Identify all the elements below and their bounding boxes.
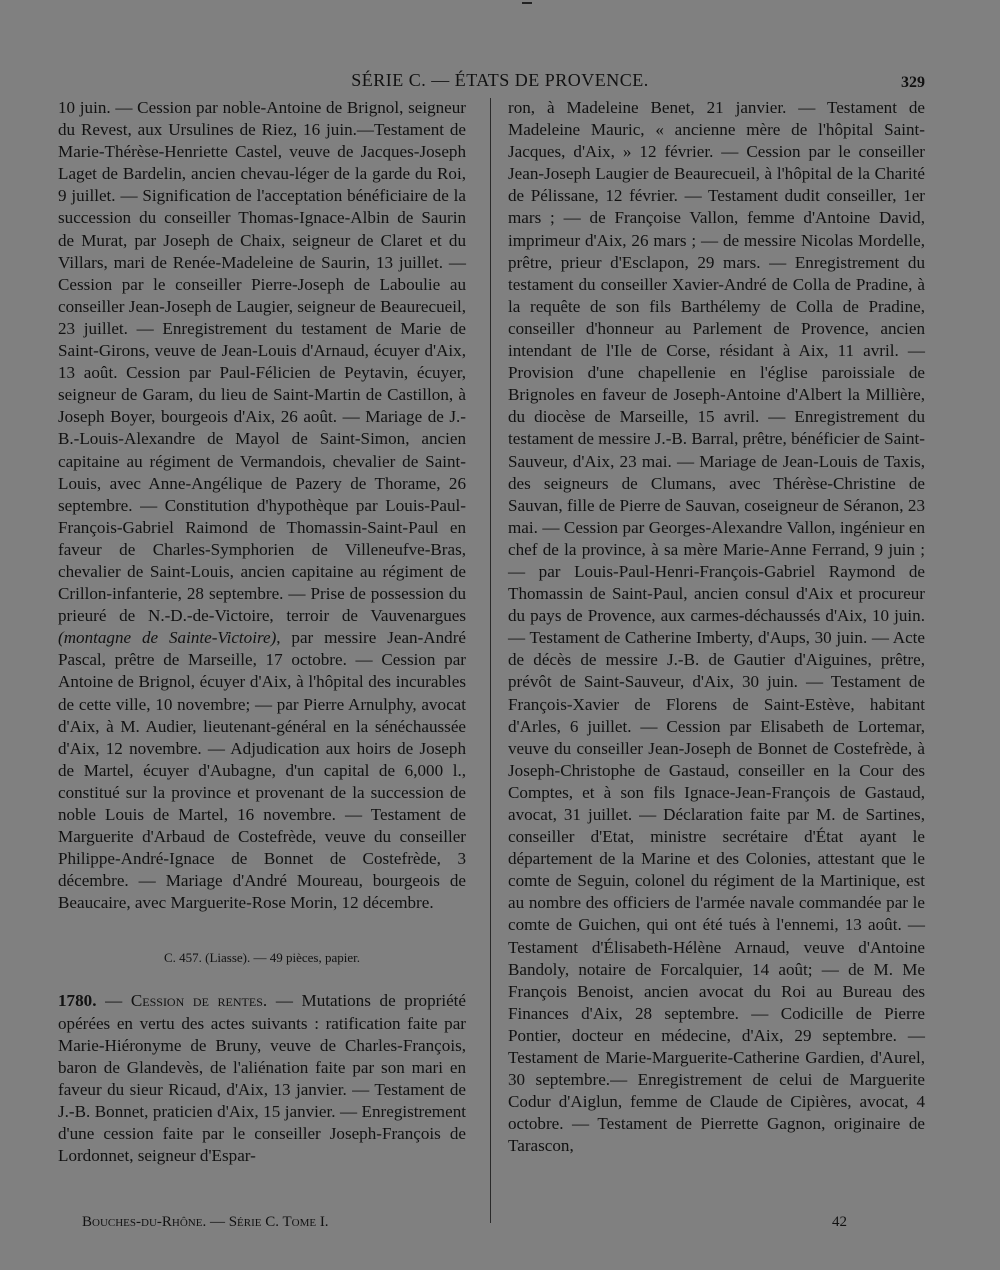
entry-heading: Cession de rentes. — [130, 991, 268, 1011]
right-column — [508, 97, 925, 1158]
page-header — [0, 70, 1000, 96]
document-caption: C. 457. (Liasse). — 49 pièces, papier. — [163, 950, 361, 966]
running-title: SÉRIE C. — ÉTATS DE PROVENCE. — [351, 70, 649, 90]
footer-series: Bouches-du-Rhône. — Série C. Tome I. — [82, 1214, 329, 1230]
right-paragraph: ron, à Madeleine Benet, 21 janvier. — Testament de Madeleine Mauric, « ancienne mère de l'hôpital Saint-Jacques, d'Aix, » 12 février. — Cession par le conseiller Jean-Joseph Laugier de Beaurecueil, à l'hôpital de la Charité de Pélissane, 12 février. — Testament dudit conseiller, 1er mars ; — de Françoise Vallon, femme d'Antoine David, imprimeur d'Aix, 26 mars ; — de messire Nicolas Mordelle, prêtre, prieur d'Esclapon, 29 mars. — Enregistrement du testament du conseiller Xavier-André de Colla de Pradine, à la requête de son fils Barthélemy de Colla de Pradine, conseiller d'honneur au Parlement de Provence, ancien intendant de l'Ile de Corse, résidant à Aix, 11 avril. — Provision d'une chapellenie en l'église paroissiale de Brignoles en faveur de Joseph-Antoine d'Albert la Millière, du diocèse de Marseille, 15 avril. — Enregistrement du testament de messire J.-B. Barral, prêtre, bénéficier de Saint-Sauveur, d'Aix, 23 mai. — Mariage de Jean-Louis de Taxis, des seigneurs de Clumans, avec Thérèse-Christine de Sauvan, fille de Pierre de Sauvan, coseigneur de Séranon, 23 mai. — Cession par Georges-Alexandre Vallon, ingénieur en chef de la province, à sa mère Marie-Anne Ferrand, 9 juin ; — par Louis-Paul-Henri-François-Gabriel Raymond de Thomassin de Saint-Paul, ancien consul d'Aix et procureur du pays de Provence, aux carmes-déchaussés d'Aix, 10 juin. — Testament de Catherine Imberty, d'Aups, 30 juin. — Acte de décès de messire J.-B. de Gautier d'Aiguines, prêtre, prévôt de Saint-Sauveur, d'Aix, 30 juin. — Testament de François-Xavier de Florens de Saint-Estève, habitant d'Arles, 6 juillet. — Cession par Elisabeth de Lortemar, veuve du conseiller Jean-Joseph de Bonnet de Costefrède, à Joseph-Christophe de Gastaud, conseiller en la Cour des Comptes, et à son fils Ignace-Jean-François de Gastaud, avocat, 31 juillet. — Déclaration faite par M. de Sartines, conseiller d'Etat, ministre secrétaire d'État ayant le département de la Marine et des Colonies, attestant que le comte de Seguin, colonel du régiment de la Martinique, est au nombre des officiers de l'armée navale commandée par le comte de Guichen, qui ont été tués à l'ennemi, 13 août. — Testament d'Élisabeth-Hélène Arnaud, veuve d'Antoine Bandoly, notaire de Forcalquier, 14 août; — de M. Me François Benoist, ancien avocat du Roi au Bureau des Finances d'Aix, 28 septembre. — Codicille de Pierre Pontier, docteur en médecine, d'Aix, 29 septembre. — Testament de Marie-Marguerite-Catherine Gardien, d'Aurel, 30 septembre.— Enregistrement de celui de Marguerite Codur d'Aiglun, femme de Claude de Cipières, avocat, 4 octobre. — Testament de Pierrette Gagnon, originaire de Tarascon, — [508, 98, 925, 1156]
entry-year: 1780. — [58, 991, 97, 1011]
entry-text: — Mutations de propriété opérées en vertu des actes suivants : ratification faite par Marie-Hiéronyme de Bruny, veuve de Charles-François, baron de Glandevès, de l'aliénation faite par son mari en faveur du sieur Ricaud, d'Aix, 13 janvier. — Testament de J.-B. Bonnet, praticien d'Aix, 15 janvier. — Enregistrement d'une cession faite par le conseiller Joseph-François de Lordonnet, seigneur d'Espar- — [58, 991, 467, 1166]
left-paragraph-text: 10 juin. — Cession par noble-Antoine de Brignol, seigneur du Revest, aux Ursulines de Riez, 16 juin.—Testament de Marie-Thérèse-Henriette Castel, veuve de Jacques-Joseph Laget de Bardelin, ancien chevau-léger de la garde du Roi, 9 juillet. — Signification de l'acceptation bénéficiaire de la succession du conseiller Thomas-Ignace-Albin de Saurin de Murat, par Joseph de Chaix, seigneur de Claret et du Villars, mari de Renée-Madeleine de Saurin, 13 juillet. — Cession par le conseiller Pierre-Joseph de Laboulie au conseiller Jean-Joseph de Laugier, seigneur de Beaurecueil, 23 juillet. — Enregistrement du testament de Marie de Saint-Girons, veuve de Jean-Louis d'Arnaud, écuyer d'Aix, 13 août. Cession par Paul-Félicien de Peytavin, écuyer, seigneur de Garam, du lieu de Saint-Martin de Castillon, à Joseph Boyer, bourgeois d'Aix, 26 août. — Mariage de J.-B.-Louis-Alexandre de Mayol de Saint-Simon, ancien capitaine au régiment de Vermandois, chevalier de Saint-Louis, avec Anne-Angélique de Pazery de Thorame, 26 septembre. — Constitution d'hypothèque par Louis-Paul-François-Gabriel Raimond de Thomassin-Saint-Paul en faveur de Charles-Symphorien de Villeneufve-Bras, chevalier de Saint-Louis, ancien capitaine au régiment de Crillon-infanterie, 28 septembre. — Prise de possession du prieuré de N.-D.-de-Victoire, terroir de Vauvenargues — [58, 98, 466, 626]
footer-sheet-number: 42 — [832, 1214, 847, 1230]
left-paragraph-text-end: , par messire Jean-André Pascal, prêtre de Marseille, 17 octobre. — Cession par Antoine de Brignol, écuyer d'Aix, à l'hôpital des incurables de cette ville, 10 novembre; — par Pierre Arnulphy, avocat d'Aix, à M. Audier, lieutenant-général en la sénéchaussée d'Aix, 12 novembre. — Adjudication aux hoirs de Joseph de Martel, écuyer d'Aubagne, d'un capital de 6,000 l., constitué sur la province et provenant de la succession de noble Louis de Martel, 16 novembre. — Testament de Marguerite d'Arbaud de Costefrède, veuve du conseiller Philippe-André-Ignace de Bonnet de Costefrède, 3 décembre. — Mariage d'André Moureau, bourgeois de Beaucaire, avec Marguerite-Rose Morin, 12 décembre. — [58, 628, 466, 913]
left-paragraph-continued — [58, 97, 466, 914]
page-footer — [0, 1214, 1000, 1236]
printer-mark — [522, 2, 532, 4]
entry-paragraph: 1780. — Cession de rentes. — Mutations de propriété opérées en vertu des actes suivants : ratification faite par Marie-Hiéronyme de Bruny, veuve de Charles-François, baron de Glandevès, de l'aliénation faite par son mari en faveur du sieur Ricaud, d'Aix, 13 janvier. — Testament de J.-B. Bonnet, praticien d'Aix, 15 janvier. — Enregistrement d'une cession faite par le conseiller Joseph-François de Lordonnet, seigneur d'Espar- — [58, 991, 467, 1166]
page-number: 329 — [901, 74, 925, 91]
left-column — [58, 97, 466, 1167]
column-divider — [490, 98, 491, 1223]
italic-phrase: (montagne de Sainte-Victoire) — [58, 628, 277, 648]
